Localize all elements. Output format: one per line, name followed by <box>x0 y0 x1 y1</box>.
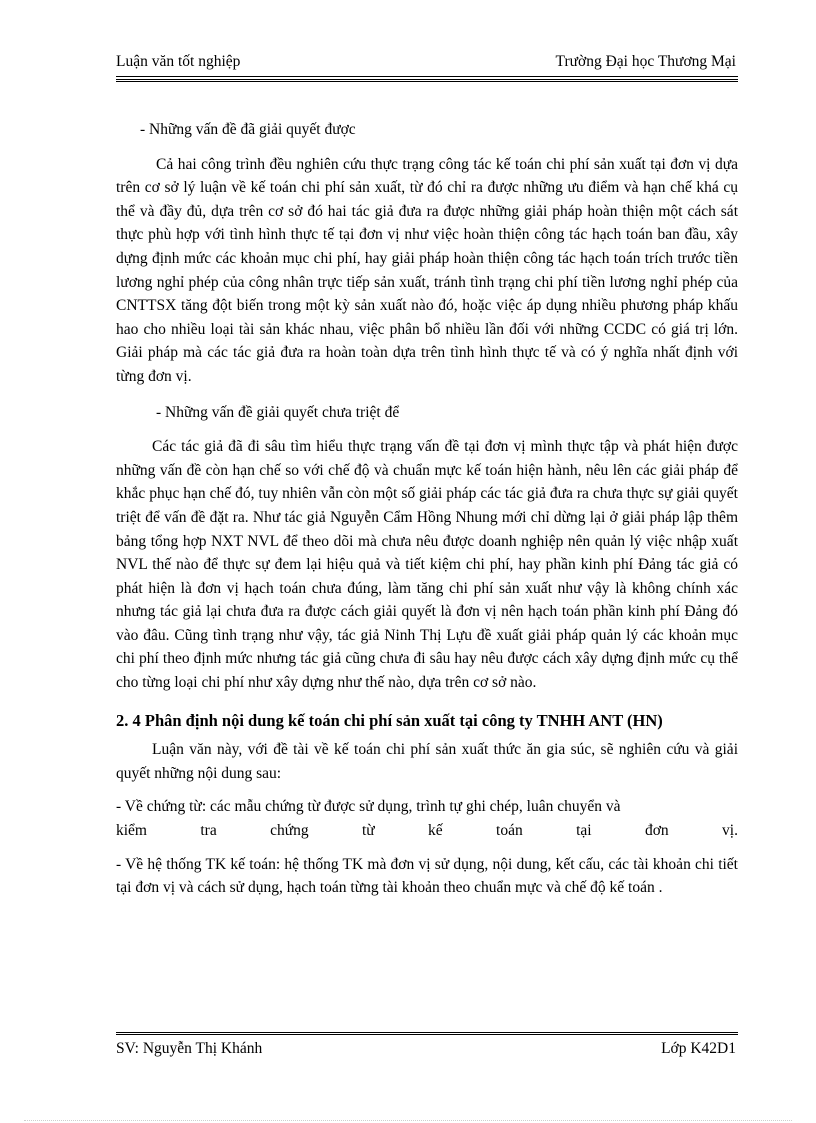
header-university-label: Trường Đại học Thương Mại <box>555 53 736 70</box>
page-footer <box>116 1040 736 1058</box>
footer-student-name: SV: Nguyễn Thị Khánh <box>116 1040 263 1057</box>
document-body <box>116 118 738 900</box>
intro-paragraph: Luận văn này, với đề tài về kế toán chi phí sản xuất thức ăn gia súc, sẽ nghiên cứu và giải quyết những nội dung sau: <box>116 741 738 782</box>
section-title: 2. 4 Phân định nội dung kế toán chi phí sản xuất tại công ty TNHH ANT (HN) <box>116 710 663 730</box>
header-thesis-label: Luận văn tốt nghiệp <box>116 53 241 70</box>
spacer <box>116 785 738 795</box>
word: từ <box>361 822 375 840</box>
resolved-issues-heading: - Những vấn đề đã giải quyết được <box>140 121 356 138</box>
list-item-documents-line1: - Về chứng từ: các mẫu chứng từ được sử dụng, trình tự ghi chép, luân chuyển và <box>116 798 621 816</box>
header-divider <box>116 76 738 82</box>
list-item-documents-line2 <box>116 819 738 843</box>
word: toán <box>496 822 523 840</box>
spacer <box>116 843 738 853</box>
word: vị. <box>722 822 738 840</box>
page-header <box>116 47 736 71</box>
page-bottom-edge <box>24 1120 792 1121</box>
word: kiểm <box>116 822 147 840</box>
word: tại <box>576 822 592 840</box>
word: đơn <box>644 822 669 840</box>
footer-divider <box>116 1032 738 1037</box>
word: kế <box>428 822 443 840</box>
unresolved-issues-heading: - Những vấn đề giải quyết chưa triệt để <box>156 403 400 421</box>
list-item-accounts: - Về hệ thống TK kế toán: hệ thống TK mà đơn vị sử dụng, nội dung, kết cấu, các tài khoản chi tiết tại đơn vị và cách sử dụng, hạch toán từng tài khoản theo chuẩn mực và chế độ kế toán . <box>116 855 738 897</box>
footer-class-label: Lớp K42D1 <box>661 1040 736 1057</box>
resolved-issues-paragraph: Cả hai công trình đều nghiên cứu thực trạng công tác kế toán chi phí sản xuất tại đơn vị dựa trên cơ sở lý luận về kế toán chi phí sản xuất, từ đó chỉ ra được những ưu điểm và hạn chế khá cụ thể và đầy đủ, dựa trên cơ sở đó hai tác giả đưa ra được những giải pháp hoàn thiện một cách sát thực phù hợp với tình hình thực tế tại đơn vị như việc hoàn thiện công tác hạch toán ban đầu, xây dựng định mức các khoản mục chi phí, hay giải pháp hoàn thiện công tác hạch toán trích trước tiền lương nghỉ phép của công nhân trực tiếp sản xuất, tránh tình trạng chi phí tiền lương nghỉ phép của CNTTSX tăng đột biến trong một kỳ sản xuất nào đó, hoặc việc áp dụng nhiều phương pháp khấu hao cho nhiều loại tài sản khác nhau, việc phân bổ nhiều lần đối với những CCDC có giá trị lớn. Giải pháp mà các tác giả đưa ra hoàn toàn dựa trên tình hình thực tế và có ý nghĩa nhất định với từng đơn vị. <box>116 155 738 385</box>
unresolved-issues-paragraph: Các tác giả đã đi sâu tìm hiểu thực trạng vấn đề tại đơn vị mình thực tập và phát hiện được những vấn đề còn hạn chế so với chế độ và chuẩn mực kế toán hiện hành, nêu lên các giải pháp để khắc phục hạn chế đó, tuy nhiên vẫn còn một số giải pháp các tác giả đưa ra chưa thực sự giải quyết triệt để vấn đề đặt ra. Như tác giả Nguyễn Cẩm Hồng Nhung mới chỉ dừng lại ở giải pháp lập thêm bảng tổng hợp NXT NVL để theo dõi mà chưa nêu được doanh nghiệp nên quản lý việc nhập xuất NVL thế nào để thực sự đem lại hiệu quả và tiết kiệm chi phí, hay phần kinh phí Đảng tác giả có phát hiện là đơn vị hạch toán chưa đúng, làm tăng chi phí sản xuất như vậy là không chính xác nhưng tác giả lại chưa đưa ra được cách giải quyết là đơn vị nên hạch toán phần kinh phí Đảng đó vào đâu. Cũng tình trạng như vậy, tác giả Ninh Thị Lựu đề xuất giải pháp quản lý các khoản mục chi phí theo định mức nhưng tác giả cũng chưa đi sâu hay nêu được cách xây dựng định mức cụ thể cho từng loại chi phí như xây dựng như thế nào, dựa trên cơ sở nào. <box>116 438 738 692</box>
word: chứng <box>270 822 309 840</box>
spacer <box>116 389 738 401</box>
word: tra <box>200 822 217 840</box>
